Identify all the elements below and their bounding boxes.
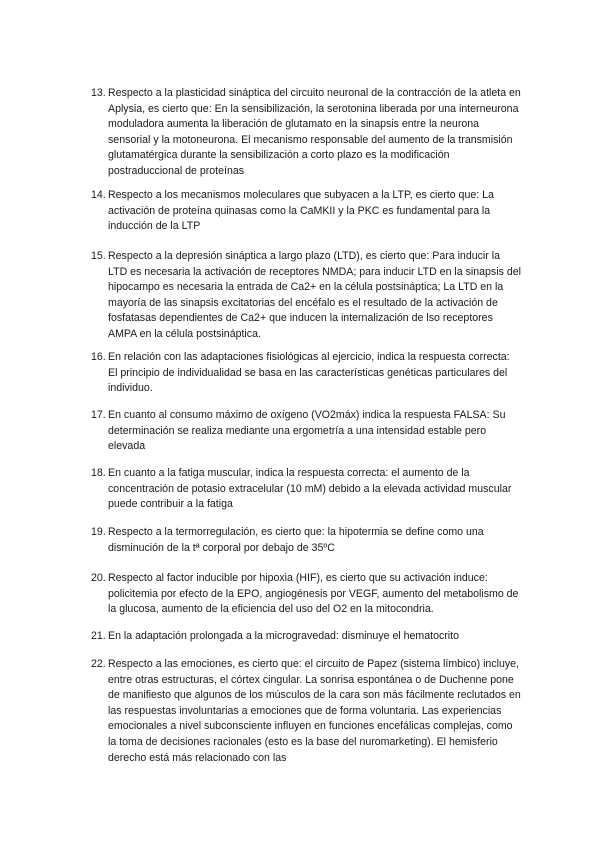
question-14 [91, 188, 521, 235]
question-text: En cuanto al consumo máximo de oxígeno (VO2máx) indica la respuesta FALSA: Su determinación se realiza mediante una ergometría a una intensidad estable pero elevada [108, 409, 506, 453]
question-20 [91, 571, 521, 618]
question-number: 18. [91, 467, 106, 479]
question-17 [91, 408, 521, 455]
question-text: En la adaptación prolongada a la microgravedad: disminuye el hematocrito [108, 630, 459, 642]
question-text: En cuanto a la fatiga muscular, indica la respuesta correcta: el aumento de la concentración de potasio extracelular (10 mM) debido a la elevada actividad muscular puede contribuir a la fatiga [108, 467, 512, 511]
question-number: 13. [91, 87, 106, 99]
question-number: 20. [91, 572, 106, 584]
question-number: 14. [91, 189, 106, 201]
question-19 [91, 525, 521, 556]
question-text: Respecto a los mecanismos moleculares que subyacen a la LTP, es cierto que: La activación de proteína quinasas como la CaMKII y la PKC es fundamental para la inducción de la LTP [108, 189, 494, 233]
question-number: 16. [91, 351, 106, 363]
question-text: Respecto a la depresión sináptica a largo plazo (LTD), es cierto que: Para inducir la LTD es necesaria la activación de receptores NMDA; para inducir LTD en la sinapsis del hipocampo es necesaria la entrada de Ca2+ en la célula postsináptica; La LTD en la mayoría de las sinapsis excitatorias del encéfalo es el resultado de la activación de fosfatasas dependientes de Ca2+ que inducen la internalización de lso receptores AMPA en la célula postsináptica. [108, 250, 521, 340]
question-15 [91, 249, 521, 343]
question-number: 21. [91, 630, 106, 642]
question-number: 17. [91, 409, 106, 421]
question-text: Respecto a la plasticidad sináptica del circuito neuronal de la contracción de la atleta en Aplysia, es cierto que: En la sensibilización, la serotonina liberada por una interneurona moduladora aumenta la liberación de glutamato en la sinapsis entre la neurona sensorial y la motoneurona. El mecanismo responsable del aumento de la transmisión glutamatérgica durante la sensibilización a corto plazo es la modificación postraduccional de proteínas [108, 87, 521, 177]
question-number: 15. [91, 250, 106, 262]
question-22 [91, 657, 521, 766]
question-text: Respecto a la termorregulación, es cierto que: la hipotermia se define como una disminución de la tª corporal por debajo de 35ºC [108, 526, 484, 554]
question-text: En relación con las adaptaciones fisiológicas al ejercicio, indica la respuesta correcta: El principio de individualidad se basa en las características genéticas particulares del individuo. [108, 351, 510, 395]
question-13 [91, 86, 521, 180]
question-text: Respecto al factor inducible por hipoxia (HIF), es cierto que su activación induce: policitemia por efecto de la EPO, angiogénesis por VEGF, aumento del metabolismo de la glucosa, aumento de la eficiencia del uso del O2 en la mitocondria. [108, 572, 519, 616]
question-number: 19. [91, 526, 106, 538]
question-18 [91, 466, 521, 513]
question-text: Respecto a las emociones, es cierto que: el circuito de Papez (sistema límbico) incluye, entre otras estructuras, el córtex cingular. La sonrisa espontánea o de Duchenne pone de manifiesto que algunos de los músculos de la cara son más fácilmente reclutados en las respuestas involuntarias a emociones que de forma voluntaria. Las experiencias emocionales a nivel subconsciente influyen en funciones encefálicas complejas, como la toma de decisiones racionales (esto es la base del nuromarketing). El hemisferio derecho está más relacionado con las [108, 658, 521, 764]
question-number: 22. [91, 658, 106, 670]
question-16 [91, 350, 521, 397]
question-21 [91, 629, 521, 645]
